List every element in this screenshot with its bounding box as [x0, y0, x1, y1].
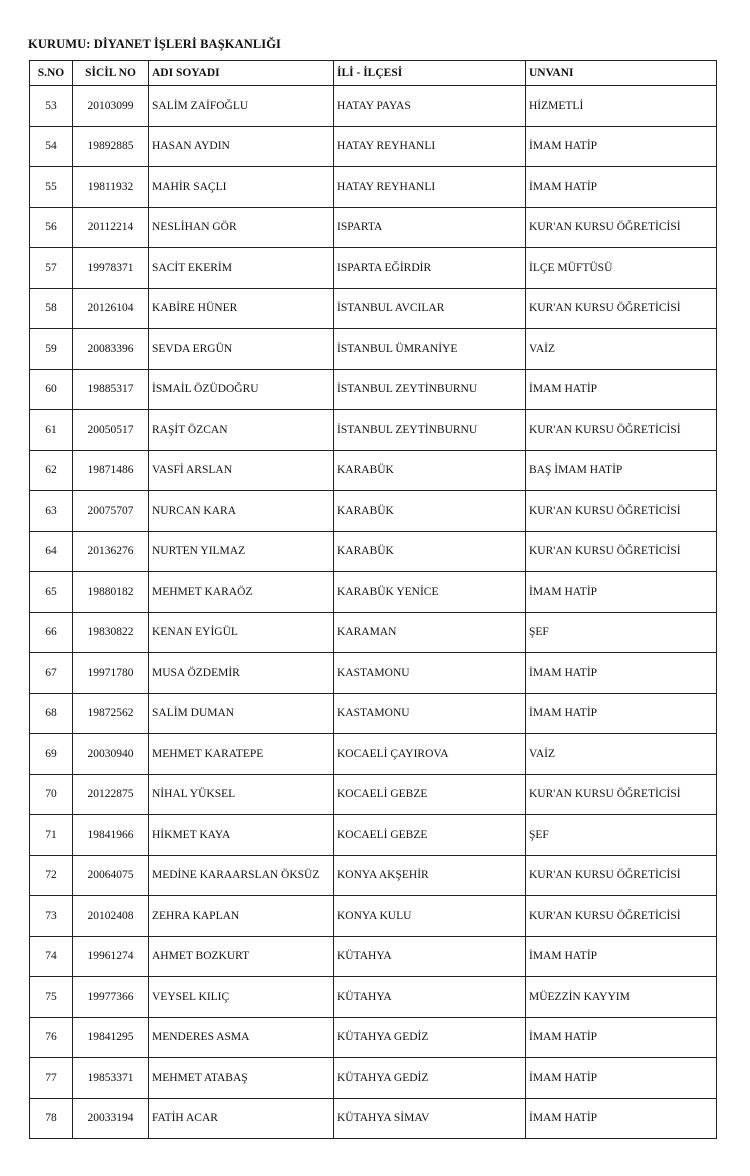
cell-location: HATAY REYHANLI: [334, 167, 526, 208]
cell-sicil-no: 20136276: [73, 531, 149, 572]
cell-sicil-no: 20126104: [73, 288, 149, 329]
cell-title: KUR'AN KURSU ÖĞRETİCİSİ: [526, 531, 717, 572]
header-sno: S.NO: [30, 61, 73, 86]
cell-sno: 70: [30, 774, 73, 815]
cell-location: ISPARTA: [334, 207, 526, 248]
cell-location: HATAY REYHANLI: [334, 126, 526, 167]
cell-name: NURTEN YILMAZ: [149, 531, 334, 572]
cell-sno: 67: [30, 653, 73, 694]
table-row: [30, 531, 717, 572]
cell-sicil-no: 19872562: [73, 693, 149, 734]
table-row: [30, 410, 717, 451]
table-row: [30, 1098, 717, 1139]
cell-name: NESLİHAN GÖR: [149, 207, 334, 248]
table-row: [30, 774, 717, 815]
cell-sicil-no: 20050517: [73, 410, 149, 451]
personnel-table: [29, 60, 717, 1139]
cell-sno: 75: [30, 977, 73, 1018]
cell-title: KUR'AN KURSU ÖĞRETİCİSİ: [526, 288, 717, 329]
table-row: [30, 369, 717, 410]
cell-title: İMAM HATİP: [526, 126, 717, 167]
cell-location: KARABÜK: [334, 531, 526, 572]
header-title: UNVANI: [526, 61, 717, 86]
table-header-row: [30, 61, 717, 86]
table-row: [30, 167, 717, 208]
cell-sno: 64: [30, 531, 73, 572]
cell-location: KOCAELİ GEBZE: [334, 774, 526, 815]
cell-location: KÜTAHYA: [334, 936, 526, 977]
cell-location: İSTANBUL ZEYTİNBURNU: [334, 410, 526, 451]
cell-name: MEHMET KARAÖZ: [149, 572, 334, 613]
cell-sno: 76: [30, 1017, 73, 1058]
cell-sno: 69: [30, 734, 73, 775]
cell-location: İSTANBUL AVCILAR: [334, 288, 526, 329]
cell-sicil-no: 19830822: [73, 612, 149, 653]
cell-sno: 58: [30, 288, 73, 329]
table-row: [30, 693, 717, 734]
cell-title: İLÇE MÜFTÜSÜ: [526, 248, 717, 289]
table-row: [30, 936, 717, 977]
cell-name: MUSA ÖZDEMİR: [149, 653, 334, 694]
cell-title: İMAM HATİP: [526, 369, 717, 410]
table-row: [30, 855, 717, 896]
cell-sicil-no: 19811932: [73, 167, 149, 208]
table-body: [30, 86, 717, 1139]
cell-sno: 53: [30, 86, 73, 127]
cell-name: SALİM DUMAN: [149, 693, 334, 734]
cell-location: KOCAELİ ÇAYIROVA: [334, 734, 526, 775]
header-name: ADI SOYADI: [149, 61, 334, 86]
cell-sicil-no: 20103099: [73, 86, 149, 127]
cell-sno: 66: [30, 612, 73, 653]
cell-title: İMAM HATİP: [526, 1017, 717, 1058]
cell-title: İMAM HATİP: [526, 936, 717, 977]
cell-location: KARABÜK: [334, 491, 526, 532]
table-row: [30, 126, 717, 167]
cell-name: RAŞİT ÖZCAN: [149, 410, 334, 451]
cell-sicil-no: 20033194: [73, 1098, 149, 1139]
table-row: [30, 207, 717, 248]
cell-title: KUR'AN KURSU ÖĞRETİCİSİ: [526, 491, 717, 532]
cell-title: ŞEF: [526, 612, 717, 653]
cell-sno: 61: [30, 410, 73, 451]
cell-location: KARAMAN: [334, 612, 526, 653]
cell-sno: 56: [30, 207, 73, 248]
cell-title: KUR'AN KURSU ÖĞRETİCİSİ: [526, 207, 717, 248]
cell-sno: 78: [30, 1098, 73, 1139]
cell-name: HASAN AYDIN: [149, 126, 334, 167]
cell-title: KUR'AN KURSU ÖĞRETİCİSİ: [526, 896, 717, 937]
cell-location: KÜTAHYA GEDİZ: [334, 1058, 526, 1099]
cell-sicil-no: 20112214: [73, 207, 149, 248]
cell-sno: 57: [30, 248, 73, 289]
cell-name: MEHMET KARATEPE: [149, 734, 334, 775]
cell-sicil-no: 19961274: [73, 936, 149, 977]
cell-sno: 71: [30, 815, 73, 856]
cell-location: HATAY PAYAS: [334, 86, 526, 127]
cell-location: KARABÜK YENİCE: [334, 572, 526, 613]
cell-sicil-no: 19971780: [73, 653, 149, 694]
cell-location: KONYA KULU: [334, 896, 526, 937]
table-row: [30, 491, 717, 532]
table-row: [30, 734, 717, 775]
table-row: [30, 896, 717, 937]
cell-sno: 65: [30, 572, 73, 613]
cell-name: SEVDA ERGÜN: [149, 329, 334, 370]
cell-sicil-no: 19853371: [73, 1058, 149, 1099]
cell-sicil-no: 20030940: [73, 734, 149, 775]
table-row: [30, 450, 717, 491]
institution-heading: KURUMU: DİYANET İŞLERİ BAŞKANLIĞI: [28, 37, 282, 51]
cell-location: KÜTAHYA: [334, 977, 526, 1018]
table-row: [30, 572, 717, 613]
cell-name: MAHİR SAÇLI: [149, 167, 334, 208]
table-row: [30, 653, 717, 694]
cell-sno: 59: [30, 329, 73, 370]
cell-name: HİKMET KAYA: [149, 815, 334, 856]
cell-sno: 60: [30, 369, 73, 410]
cell-sicil-no: 19880182: [73, 572, 149, 613]
table-row: [30, 612, 717, 653]
cell-sicil-no: 20122875: [73, 774, 149, 815]
cell-sno: 72: [30, 855, 73, 896]
cell-sno: 77: [30, 1058, 73, 1099]
cell-name: SACİT EKERİM: [149, 248, 334, 289]
cell-title: KUR'AN KURSU ÖĞRETİCİSİ: [526, 774, 717, 815]
cell-name: MEDİNE KARAARSLAN ÖKSÜZ: [149, 855, 334, 896]
cell-sno: 63: [30, 491, 73, 532]
cell-sicil-no: 20064075: [73, 855, 149, 896]
cell-location: KÜTAHYA SİMAV: [334, 1098, 526, 1139]
cell-sicil-no: 19978371: [73, 248, 149, 289]
cell-location: İSTANBUL ZEYTİNBURNU: [334, 369, 526, 410]
cell-title: ŞEF: [526, 815, 717, 856]
cell-sicil-no: 20075707: [73, 491, 149, 532]
cell-name: ZEHRA KAPLAN: [149, 896, 334, 937]
header-location: İLİ - İLÇESİ: [334, 61, 526, 86]
cell-name: NURCAN KARA: [149, 491, 334, 532]
table-row: [30, 86, 717, 127]
table-row: [30, 248, 717, 289]
cell-sicil-no: 19892885: [73, 126, 149, 167]
table-row: [30, 288, 717, 329]
cell-name: KABİRE HÜNER: [149, 288, 334, 329]
cell-title: MÜEZZİN KAYYIM: [526, 977, 717, 1018]
cell-name: MEHMET ATABAŞ: [149, 1058, 334, 1099]
cell-name: FATİH ACAR: [149, 1098, 334, 1139]
cell-location: KÜTAHYA GEDİZ: [334, 1017, 526, 1058]
cell-title: VAİZ: [526, 329, 717, 370]
table-row: [30, 977, 717, 1018]
cell-sicil-no: 20083396: [73, 329, 149, 370]
cell-location: İSTANBUL ÜMRANİYE: [334, 329, 526, 370]
cell-sicil-no: 19841966: [73, 815, 149, 856]
cell-title: İMAM HATİP: [526, 1058, 717, 1099]
cell-name: İSMAİL ÖZÜDOĞRU: [149, 369, 334, 410]
cell-sicil-no: 19841295: [73, 1017, 149, 1058]
cell-name: KENAN EYİGÜL: [149, 612, 334, 653]
cell-title: BAŞ İMAM HATİP: [526, 450, 717, 491]
table-row: [30, 1017, 717, 1058]
cell-title: İMAM HATİP: [526, 167, 717, 208]
cell-name: VEYSEL KILIÇ: [149, 977, 334, 1018]
table-row: [30, 1058, 717, 1099]
cell-title: İMAM HATİP: [526, 653, 717, 694]
cell-name: AHMET BOZKURT: [149, 936, 334, 977]
cell-title: HİZMETLİ: [526, 86, 717, 127]
cell-sicil-no: 20102408: [73, 896, 149, 937]
cell-location: KASTAMONU: [334, 653, 526, 694]
table-row: [30, 329, 717, 370]
cell-name: MENDERES ASMA: [149, 1017, 334, 1058]
cell-title: KUR'AN KURSU ÖĞRETİCİSİ: [526, 410, 717, 451]
cell-title: VAİZ: [526, 734, 717, 775]
cell-sicil-no: 19885317: [73, 369, 149, 410]
table-row: [30, 815, 717, 856]
cell-sicil-no: 19871486: [73, 450, 149, 491]
header-sicil-no: SİCİL NO: [73, 61, 149, 86]
cell-title: İMAM HATİP: [526, 693, 717, 734]
cell-name: NİHAL YÜKSEL: [149, 774, 334, 815]
cell-location: ISPARTA EĞİRDİR: [334, 248, 526, 289]
cell-sno: 73: [30, 896, 73, 937]
cell-location: KARABÜK: [334, 450, 526, 491]
cell-title: KUR'AN KURSU ÖĞRETİCİSİ: [526, 855, 717, 896]
cell-name: VASFİ ARSLAN: [149, 450, 334, 491]
cell-sno: 74: [30, 936, 73, 977]
cell-location: KONYA AKŞEHİR: [334, 855, 526, 896]
cell-sicil-no: 19977366: [73, 977, 149, 1018]
cell-sno: 62: [30, 450, 73, 491]
cell-name: SALİM ZAİFOĞLU: [149, 86, 334, 127]
cell-title: İMAM HATİP: [526, 1098, 717, 1139]
cell-sno: 54: [30, 126, 73, 167]
cell-title: İMAM HATİP: [526, 572, 717, 613]
cell-sno: 68: [30, 693, 73, 734]
cell-location: KOCAELİ GEBZE: [334, 815, 526, 856]
cell-sno: 55: [30, 167, 73, 208]
cell-location: KASTAMONU: [334, 693, 526, 734]
